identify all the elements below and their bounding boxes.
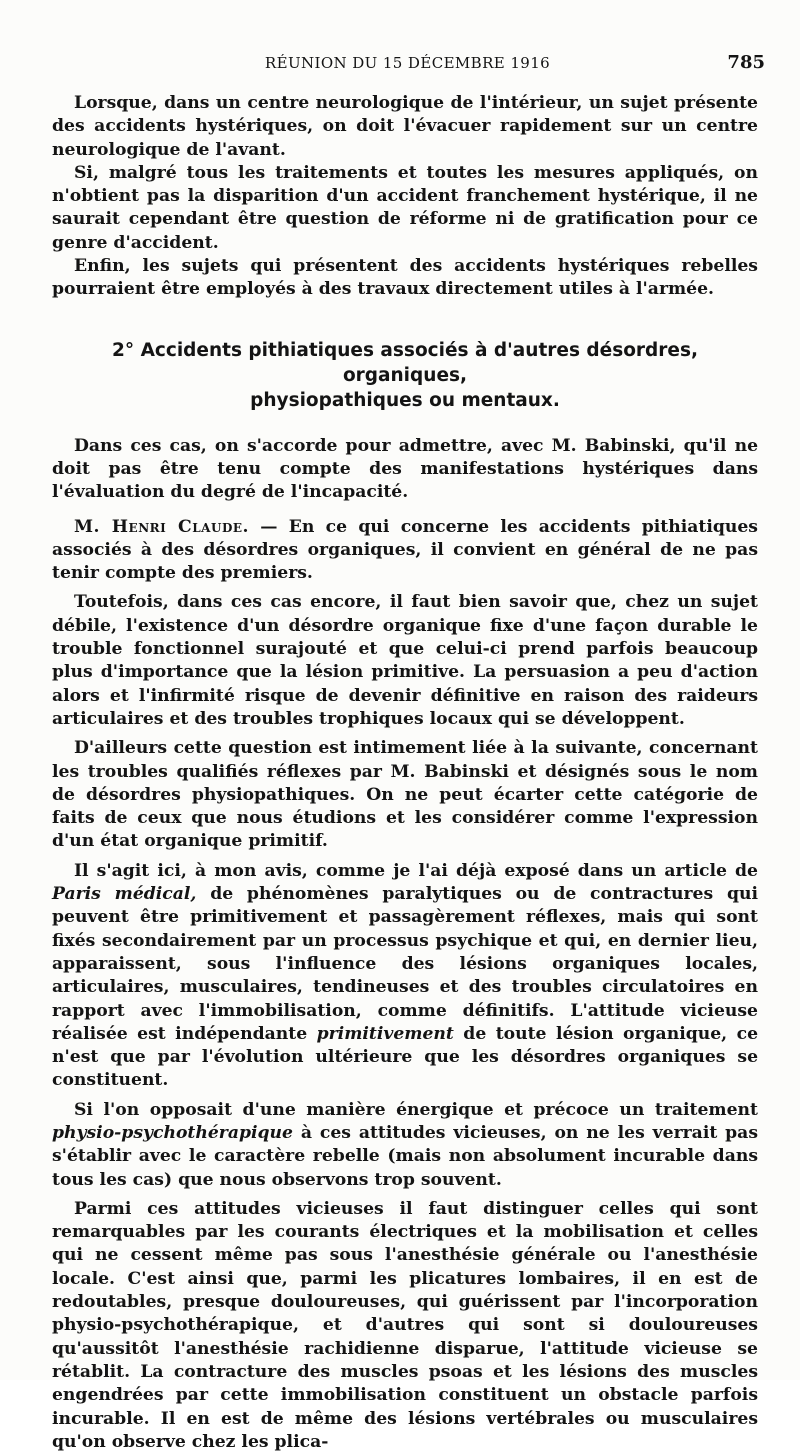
paragraph-text: de toute lésion organique, ce n'est que par l'évolution ultérieure que les désordres organiques se constituent. [52, 1023, 759, 1091]
paragraph: Parmi ces attitudes vicieuses il faut distinguer celles qui sont remarquables par les courants électriques et la mobilisation et celles qui ne cessent même pas sous l'anesthésie générale ou l'anesthésie locale. C'est ainsi que, parmi les plicatures lombaires, il en est de redoutables, presque douloureuses, qui guérissent par l'incorporation physio-psychothérapique, et d'autres qui sont si douloureuses qu'aussitôt l'anesthésie rachidienne disparue, l'attitude vicieuse se rétablit. La contracture des muscles psoas et les lésions des muscles engendrées par cette immobilisation constituent un obstacle parfois incurable. Il en est de même des lésions vertébrales ou musculaires qu'on observe chez les plica- [52, 1198, 758, 1452]
paragraph [52, 1099, 758, 1192]
section-heading-line: physiopathiques ou mentaux. [250, 389, 560, 411]
paragraph: D'ailleurs cette question est intimement liée à la suivante, concernant les troubles qualifiés réflexes par M. Babinski et désignés sous le nom de désordres physiopathiques. On ne peut écarter cette catégorie de faits de ceux que nous étudions et les considérer comme l'expression d'un état organique primitif. [52, 738, 758, 852]
paragraph-text: Il s'agit ici, à mon avis, comme je l'ai déjà exposé dans un article de [74, 860, 758, 881]
paragraph: Dans ces cas, on s'accorde pour admettre, avec M. Babinski, qu'il ne doit pas être tenu compte des manifestations hystériques dans l'évaluation du degré de l'incapacité. [52, 435, 758, 503]
paragraph: Lorsque, dans un centre neurologique de l'intérieur, un sujet présente des accidents hystériques, on doit l'évacuer rapidement sur un centre neurologique de l'avant. [52, 93, 758, 160]
paragraph: Enfin, les sujets qui présentent des accidents hystériques rebelles pourraient être employés à des travaux directement utiles à l'armée. [52, 256, 758, 300]
emphasis: physio-psychothérapique [52, 1122, 293, 1143]
paragraph [52, 860, 758, 1093]
paragraph-text: de phénomènes paralytiques ou de contractures qui peuvent être primitivement et passagèrement réflexes, mais qui sont fixés secondairement par un processus psychique et qui, en dernier lieu, apparaissent, sous l'influence des lésions organiques locales, articulaires, musculaires, tendineuses et des troubles circulatoires en rapport avec l'immobilisation, comme définitifs. L'attitude vicieuse réalisée est indépendante [52, 884, 758, 1044]
paragraph-text: à ces attitudes vicieuses, on ne les verrait pas s'établir avec le caractère rebelle (mais non absolument incurable dans tous les cas) que nous observons trop souvent. [52, 1122, 758, 1190]
section-heading [52, 338, 758, 413]
emphasis: primitivement [316, 1023, 454, 1044]
paragraph-text: Si l'on opposait d'une manière énergique et précoce un traitement [74, 1099, 758, 1120]
body-text [52, 92, 758, 1454]
speaker-name: M. Henri Claude. [74, 516, 249, 537]
paragraph: Si, malgré tous les traitements et toutes les mesures appliqués, on n'obtient pas la disparition d'un accident franchement hystérique, il ne saurait cependant être question de réforme ni de gratification pour ce genre d'accident. [52, 162, 758, 253]
running-head: RÉUNION DU 15 DÉCEMBRE 1916 [264, 54, 551, 72]
paragraph: Toutefois, dans ces cas encore, il faut bien savoir que, chez un sujet débile, l'existence d'un désordre organique fixe d'une façon durable le trouble fonctionnel surajouté et que celui-ci prend parfois beaucoup plus d'importance que la lésion primitive. La persuasion a peu d'action alors et l'infirmité risque de devenir définitive en raison des raideurs articulaires et des troubles trophiques locaux qui se développent. [52, 592, 758, 729]
paragraph-claude [52, 516, 758, 586]
journal-title: Paris médical, [52, 884, 197, 905]
section-heading-line: 2° Accidents pithiatiques associés à d'autres désordres, organiques, [112, 339, 698, 386]
page-number: 785 [727, 52, 765, 73]
paragraph-text: — En ce qui concerne les accidents pithiatiques associés à des désordres organiques, il convient en général de ne pas tenir compte des premiers. [52, 516, 758, 584]
page-header [50, 52, 765, 78]
